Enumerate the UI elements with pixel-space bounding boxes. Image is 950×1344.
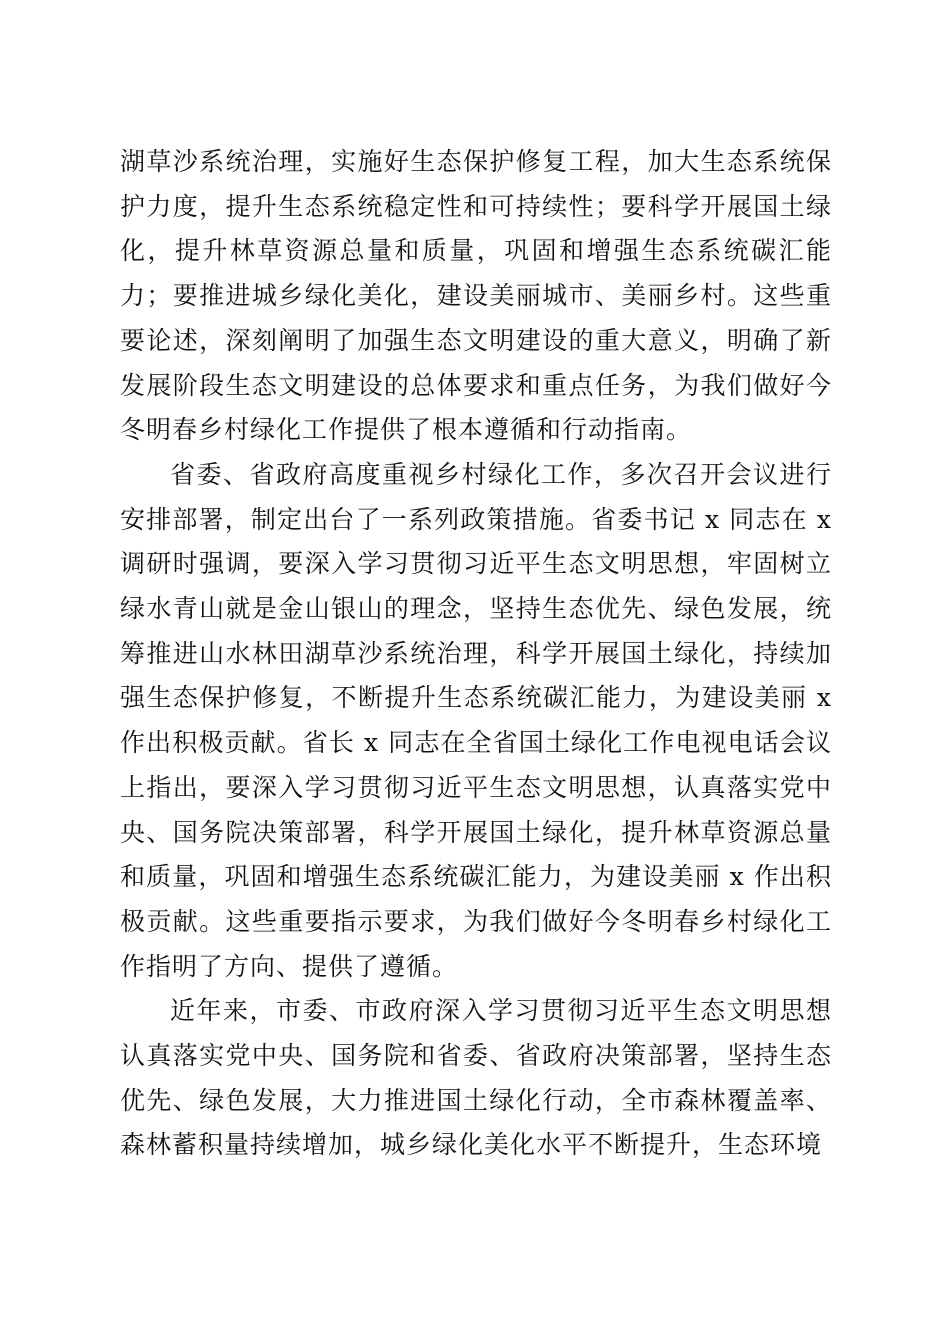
paragraph-continuation: 湖草沙系统治理，实施好生态保护修复工程，加大生态系统保护力度，提升生态系统稳定性和可持续性；要科学开展国土绿化，提升林草资源总量和质量，巩固和增强生态系统碳汇能力；要推进城乡绿化美化，建设美丽城市、美丽乡村。这些重要论述，深刻阐明了加强生态文明建设的重大意义，明确了新发展阶段生态文明建设的总体要求和重点任务，为我们做好今冬明春乡村绿化工作提供了根本遵循和行动指南。 <box>120 147 832 445</box>
document-body <box>120 140 832 1168</box>
paragraph-municipal-progress: 近年来，市委、市政府深入学习贯彻习近平生态文明思想认真落实党中央、国务院和省委、省政府决策部署，坚持生态优先、绿色发展，大力推进国土绿化行动，全市森林覆盖率、森林蓄积量持续增加，城乡绿化美化水平不断提升，生态环境 <box>120 996 832 1160</box>
paragraph-provincial-directives: 省委、省政府高度重视乡村绿化工作，多次召开会议进行安排部署，制定出台了一系列政策措施。省委书记 x 同志在 x 调研时强调，要深入学习贯彻习近平生态文明思想，牢固树立绿水青山就是金山银山的理念，坚持生态优先、绿色发展，统筹推进山水林田湖草沙系统治理，科学开展国土绿化，持续加强生态保护修复，不断提升生态系统碳汇能力，为建设美丽 x 作出积极贡献。省长 x 同志在全省国土绿化工作电视电话会议上指出，要深入学习贯彻习近平生态文明思想，认真落实党中央、国务院决策部署，科学开展国土绿化，提升林草资源总量和质量，巩固和增强生态系统碳汇能力，为建设美丽 x 作出积极贡献。这些重要指示要求，为我们做好今冬明春乡村绿化工作指明了方向、提供了遵循。 <box>120 459 832 981</box>
